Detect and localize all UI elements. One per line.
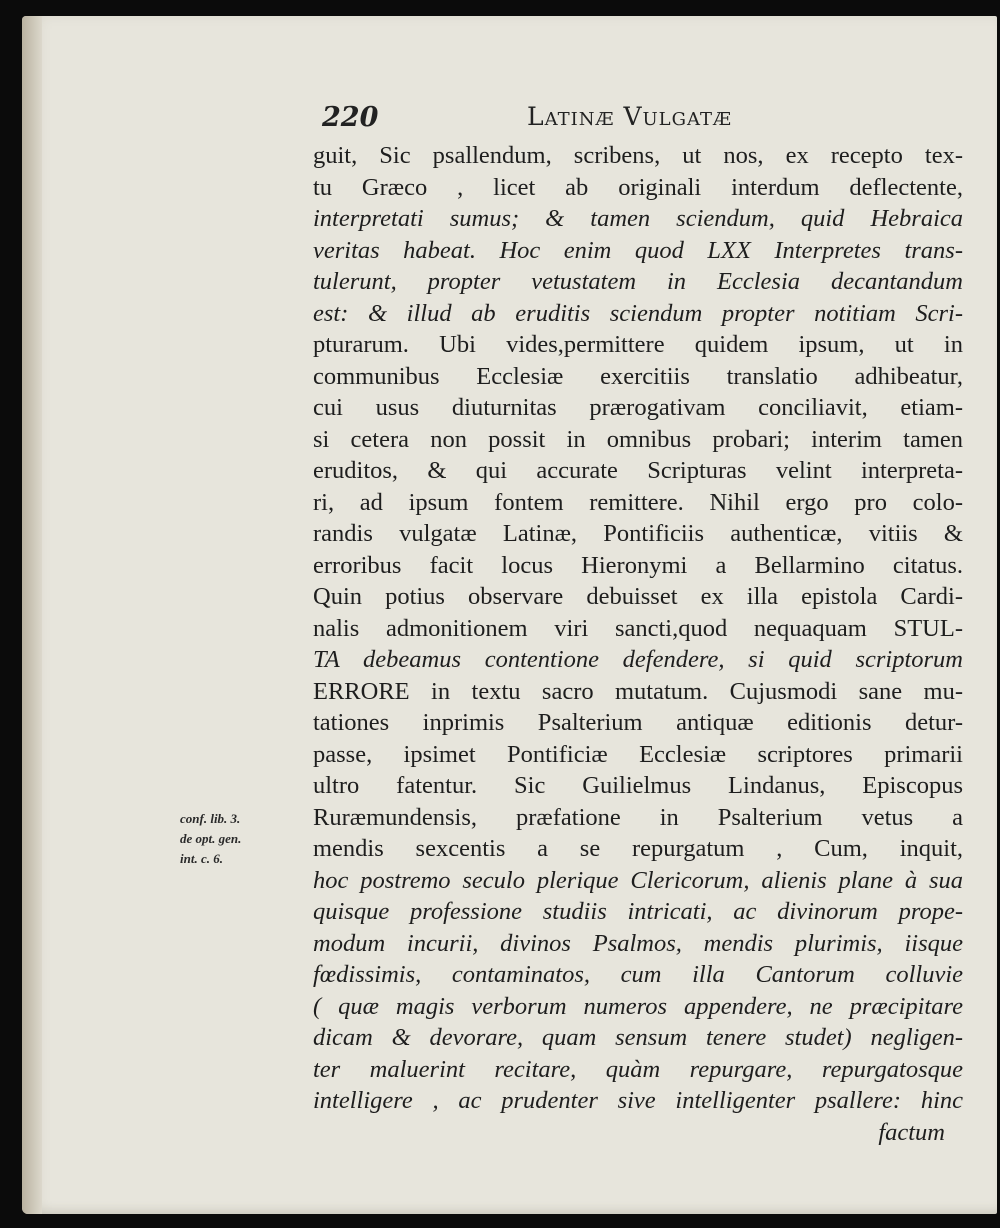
text-line: tulerunt, propter vetustatem in Ecclesia decantandum bbox=[313, 268, 963, 295]
body-text bbox=[313, 140, 963, 1148]
text-line: fœdissimis, contaminatos, cum illa Cantorum colluvie bbox=[313, 961, 963, 988]
text-line: dicam & devorare, quam sensum tenere studet) negligen- bbox=[313, 1024, 963, 1051]
text-line: interpretati sumus; & tamen sciendum, quid Hebraica bbox=[313, 205, 963, 232]
text-line: TA debeamus contentione defendere, si quid scriptorum bbox=[313, 646, 963, 673]
book-page bbox=[22, 16, 997, 1214]
text-line: cui usus diuturnitas prærogativam conciliavit, etiam- bbox=[313, 394, 963, 421]
page-header bbox=[322, 96, 982, 140]
page-gutter-shadow bbox=[22, 16, 42, 1214]
text-line: tationes inprimis Psalterium antiquæ editionis detur- bbox=[313, 709, 963, 736]
text-line: hoc postremo seculo plerique Clericorum, alienis plane à sua bbox=[313, 866, 963, 894]
catchword: factum bbox=[878, 1118, 945, 1146]
text-line: est: & illud ab eruditis sciendum propter notitiam Scri- bbox=[313, 299, 963, 327]
text-line: tu Græco , licet ab originali interdum deflectente, bbox=[313, 173, 963, 201]
text-line: mendis sexcentis a se repurgatum , Cum, inquit, bbox=[313, 835, 963, 862]
text-line: randis vulgatæ Latinæ, Pontificiis authenticæ, vitiis & bbox=[313, 520, 963, 547]
page-number: 220 bbox=[322, 102, 379, 133]
text-line: nalis admonitionem viri sancti,quod nequaquam STUL- bbox=[313, 614, 963, 642]
text-line: modum incurii, divinos Psalmos, mendis plurimis, iisque bbox=[313, 929, 963, 957]
text-line: communibus Ecclesiæ exercitiis translatio adhibeatur, bbox=[313, 362, 963, 390]
running-head: Latinæ Vulgatæ bbox=[527, 102, 733, 131]
margin-note-line: conf. lib. 3. bbox=[180, 811, 241, 826]
text-line: quisque professione studiis intricati, ac divinorum prope- bbox=[313, 898, 963, 925]
text-line: eruditos, & qui accurate Scripturas velint interpreta- bbox=[313, 457, 963, 484]
text-line: ERRORE in textu sacro mutatum. Cujusmodi sane mu- bbox=[313, 677, 963, 705]
text-line: intelligere , ac prudenter sive intelligenter psallere: hinc bbox=[313, 1087, 963, 1114]
text-line: Quin potius observare debuisset ex illa epistola Cardi- bbox=[313, 583, 963, 610]
text-line: guit, Sic psallendum, scribens, ut nos, ex recepto tex- bbox=[313, 142, 963, 169]
text-line: erroribus facit locus Hieronymi a Bellarmino citatus. bbox=[313, 551, 963, 579]
text-line: ri, ad ipsum fontem remittere. Nihil ergo pro colo- bbox=[313, 488, 963, 516]
text-line: ter maluerint recitare, quàm repurgare, repurgatosque bbox=[313, 1055, 963, 1083]
text-line: passe, ipsimet Pontificiæ Ecclesiæ scriptores primarii bbox=[313, 740, 963, 768]
text-line: pturarum. Ubi vides,permittere quidem ipsum, ut in bbox=[313, 331, 963, 358]
text-line: Ruræmundensis, præfatione in Psalterium vetus a bbox=[313, 803, 963, 831]
text-line: ( quæ magis verborum numeros appendere, ne præcipitare bbox=[313, 992, 963, 1020]
margin-note-line: int. c. 6. bbox=[180, 851, 223, 866]
margin-note-line: de opt. gen. bbox=[180, 831, 242, 846]
margin-note bbox=[180, 809, 310, 869]
text-line: veritas habeat. Hoc enim quod LXX Interpretes trans- bbox=[313, 236, 963, 264]
text-line: si cetera non possit in omnibus probari; interim tamen bbox=[313, 425, 963, 453]
text-line: ultro fatentur. Sic Guilielmus Lindanus, Episcopus bbox=[313, 772, 963, 799]
